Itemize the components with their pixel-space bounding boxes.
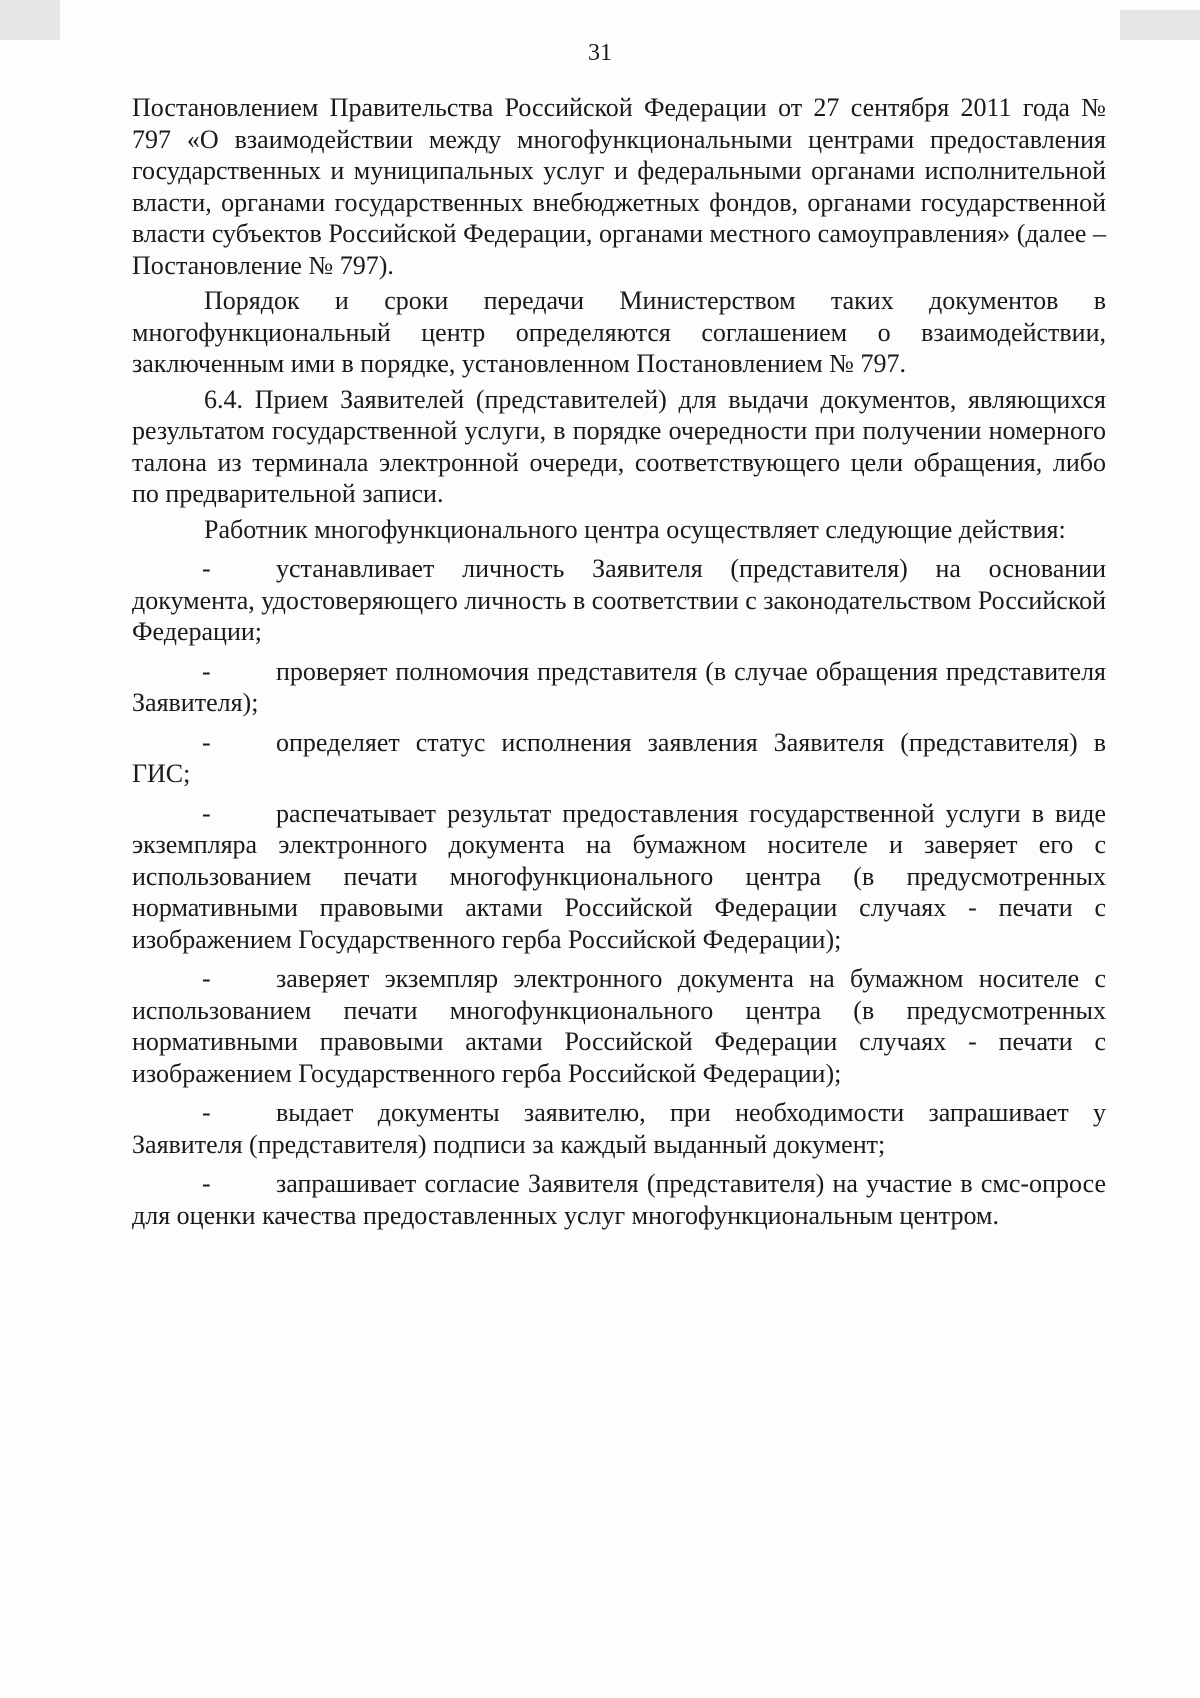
scan-artifact [0,0,60,40]
bullet-dash: - [202,964,211,993]
document-body [132,92,1106,1231]
paragraph: Постановлением Правительства Российской Федерации от 27 сентября 2011 года № 797 «О взаимодействии между многофункциональными центрами предоставления государственных и муниципальных услуг и федеральными органами исполнительной власти, органами государственных внебюджетных фондов, органами государственной власти субъектов Российской Федерации, органами местного самоуправления» (далее – Постановление № 797). [132,93,1106,280]
list-item-text: распечатывает результат предоставления государственной услуги в виде экземпляра электронного документа на бумажном носителе и заверяет его с использованием печати многофункционального центра (в предусмотренных нормативными правовыми актами Российской Федерации случаях - печати с изображением Государственного герба Российской Федерации); [132,798,1106,954]
paragraph: Работник многофункционального центра осуществляет следующие действия: [204,514,1066,544]
page-number: 31 [588,40,612,66]
paragraph: 6.4. Прием Заявителей (представителей) для выдачи документов, являющихся результатом государственной услуги, в порядке очередности при получении номерного талона из терминала электронной очереди, соответствующего цели обращения, либо по предварительной записи. [132,384,1106,508]
bullet-dash: - [202,1098,211,1127]
bullet-dash: - [202,554,211,583]
list-item [132,798,1106,956]
bullet-dash: - [202,656,211,686]
bullet-dash: - [202,727,211,757]
list-item [132,963,1106,1089]
bullet-dash: - [202,798,211,828]
list-item-text: выдает документы заявителю, при необходимости запрашивает у Заявителя (представителя) подписи за каждый выданный документ; [132,1098,1106,1159]
list-item-text: определяет статус исполнения заявления Заявителя (представителя) в ГИС; [132,727,1106,788]
list-item-text: заверяет экземпляр электронного документа на бумажном носителе с использованием печати многофункционального центра (в предусмотренных нормативными правовыми актами Российской Федерации случаях - печати с изображением Государственного герба Российской Федерации); [132,964,1106,1088]
list-item [132,1168,1106,1231]
list-item-text: устанавливает личность Заявителя (представителя) на основании документа, удостоверяющего личность в соответствии с законодательством Российской Федерации; [132,554,1106,646]
list-item [132,553,1106,648]
paragraph: Порядок и сроки передачи Министерством таких документов в многофункциональный центр определяются соглашением о взаимодействии, заключенным ими в порядке, установленном Постановлением № 797. [132,286,1106,378]
scan-artifact [1120,10,1200,40]
list-item-text: запрашивает согласие Заявителя (представителя) на участие в смс-опросе для оценки качества предоставленных услуг многофункциональным центром. [132,1169,1106,1230]
list-item [132,656,1106,719]
list-item-text: проверяет полномочия представителя (в случае обращения представителя Заявителя); [132,656,1106,717]
list-item [132,1097,1106,1160]
bullet-dash: - [202,1169,211,1198]
list-item [132,727,1106,790]
